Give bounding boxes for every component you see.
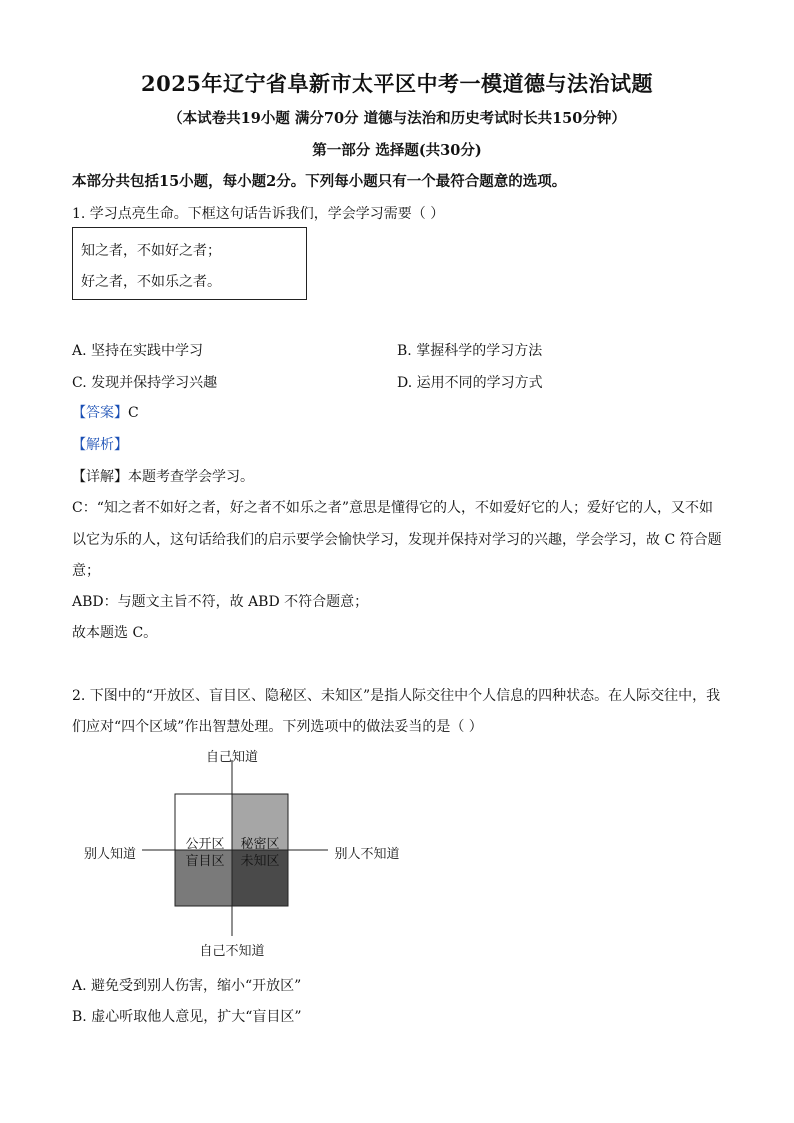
detail-tag: 【详解】 [72,469,128,485]
q1-option-b: B. 掌握科学的学习方法 [397,343,543,359]
exam-subtitle: （本试卷共19小题 满分70分 道德与法治和历史考试时长共150分钟） [168,110,626,127]
diagram-right-label: 别人不知道 [334,847,400,862]
diagram-bottom-label: 自己不知道 [199,944,265,959]
q1-explanation-line-1: C：“知之者不如好之者，好之者不如乐之者”意思是懂得它的人，不如爱好它的人；爱好它的人，又不如 [72,500,714,516]
section-instructions: 本部分共包括15小题，每小题2分。下列每小题只有一个最符合题意的选项。 [72,173,567,190]
detail-text: 本题考查学会学习。 [128,469,254,485]
q1-option-d: D. 运用不同的学习方式 [397,375,543,391]
q2-stem-line-2: 们应对“四个区域”作出智慧处理。下列选项中的做法妥当的是（ ） [72,719,483,735]
q1-option-a: A. 坚持在实践中学习 [72,343,204,359]
q1-analysis-tag [72,434,128,454]
q1-quote-line-1: 知之者，不如好之者； [81,243,221,259]
q1-explanation-line-5: 故本题选 C。 [72,625,158,641]
q1-explanation-line-4: ABD：与题文主旨不符，故 ABD 不符合题意； [72,594,369,610]
q1-answer [72,402,139,422]
q2-option-b: B. 虚心听取他人意见，扩大“盲目区” [72,1009,302,1025]
q1-stem: 1. 学习点亮生命。下框这句话告诉我们，学会学习需要（ ） [72,206,445,222]
q1-option-c: C. 发现并保持学习兴趣 [72,375,218,391]
open-area-label: 公开区 [185,837,225,852]
q1-quote-box [72,227,307,300]
blind-area-label: 盲目区 [185,854,225,869]
diagram-left-label: 别人知道 [83,847,136,862]
answer-tag: 【答案】 [72,405,128,421]
q2-option-a: A. 避免受到别人伤害，缩小“开放区” [72,978,302,994]
diagram-top-label: 自己知道 [205,750,258,765]
secret-area-label: 秘密区 [240,837,280,852]
q1-detail [72,466,254,486]
exam-title: 2025年辽宁省阜新市太平区中考一模道德与法治试题 [141,71,653,96]
q1-quote-line-2: 好之者，不如乐之者。 [81,274,221,290]
section-heading: 第一部分 选择题(共30分) [312,142,482,159]
q2-stem-line-1: 2. 下图中的“开放区、盲目区、隐秘区、未知区”是指人际交往中个人信息的四种状态。在人际交往中，我 [72,688,721,704]
unknown-area-label: 未知区 [240,854,280,869]
q1-explanation-line-2: 以它为乐的人，这句话给我们的启示要学会愉快学习，发现并保持对学习的兴趣，学会学习，故 C 符合题 [72,532,722,548]
analysis-tag: 【解析】 [72,437,128,453]
answer-value: C [128,405,139,421]
q1-explanation-line-3: 意； [72,563,100,579]
